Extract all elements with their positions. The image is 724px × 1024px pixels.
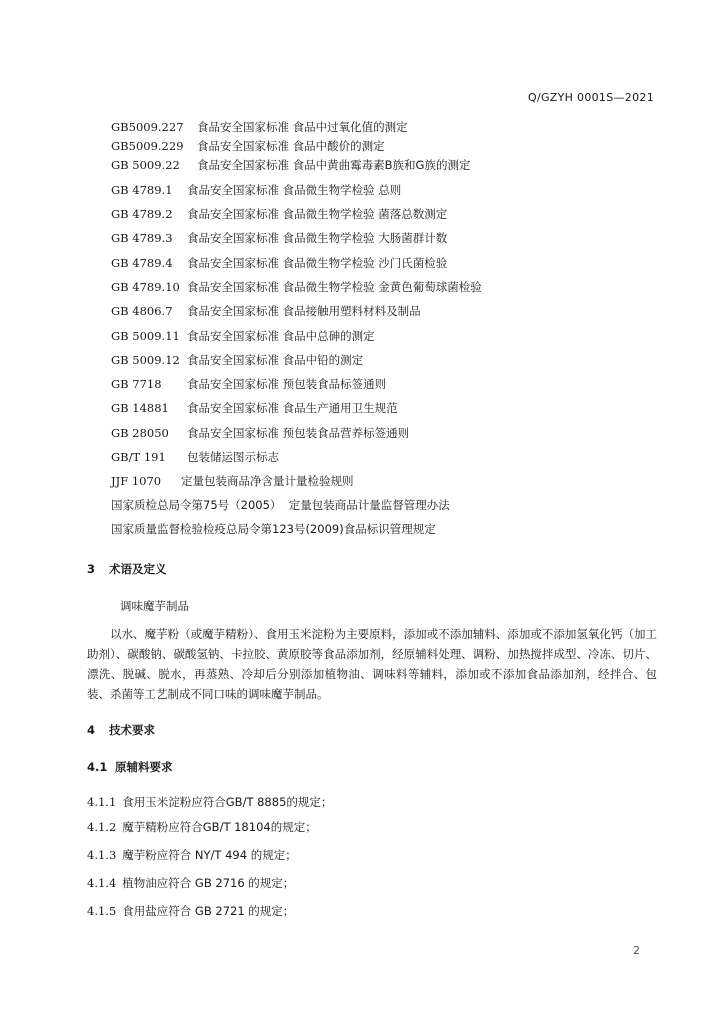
reference-title: 食品安全国家标准 食品接触用塑料材料及制品 (187, 304, 421, 318)
reference-title: 食品安全国家标准 预包装食品营养标签通则 (187, 426, 410, 440)
reference-code: GB5009.227 (111, 120, 184, 134)
reference-code: GB 28050 (111, 426, 169, 440)
reference-title: 食品安全国家标准 食品微生物学检验 沙门氏菌检验 (187, 256, 448, 270)
reference-item (111, 449, 279, 465)
reference-title: 食品安全国家标准 食品中总砷的测定 (187, 329, 375, 343)
reference-code: GB 4789.10 (111, 280, 180, 294)
reference-code: GB/T 191 (111, 450, 166, 464)
reference-code: GB 5009.22 (111, 158, 180, 172)
reference-item (111, 303, 421, 319)
reference-code: GB 5009.11 (111, 329, 180, 343)
reference-item (111, 138, 385, 154)
item-number: 4.1.5 (87, 904, 117, 918)
section-heading (87, 561, 167, 577)
reference-title: 食品安全国家标准 食品中黄曲霉毒素B族和G族的测定 (197, 158, 471, 172)
reference-code: GB 5009.12 (111, 353, 180, 367)
requirement-item (87, 875, 294, 891)
reference-code: JJF 1070 (111, 474, 162, 488)
item-number: 4.1.4 (87, 876, 117, 890)
reference-title: 食品安全国家标准 食品中过氧化值的测定 (197, 120, 408, 134)
reference-item (111, 497, 450, 513)
item-number: 4.1.1 (87, 795, 117, 809)
requirement-item (87, 903, 294, 919)
section-number: 4 (87, 723, 96, 737)
reference-code: GB 14881 (111, 401, 169, 415)
item-text: 魔芋精粉应符合GB/T 18104的规定； (122, 820, 317, 834)
reference-code: GB 4806.7 (111, 304, 173, 318)
subsection-heading (87, 759, 173, 775)
reference-item (111, 230, 447, 246)
page-number: 2 (633, 944, 640, 957)
reference-title: 食品安全国家标准 食品微生物学检验 总则 (187, 183, 402, 197)
reference-item (111, 279, 482, 295)
item-text: 魔芋粉应符合 NY/T 494 的规定； (122, 848, 297, 862)
requirement-item (87, 819, 317, 835)
reference-title: 食品安全国家标准 食品中铅的测定 (187, 353, 364, 367)
reference-code: 国家质量监督检验检疫总局令第123号(2009) (111, 522, 344, 536)
reference-item (111, 206, 447, 222)
reference-title: 食品标识管理规定 (343, 522, 436, 536)
reference-item (111, 255, 447, 271)
item-text: 食用玉米淀粉应符合GB/T 8885的规定； (122, 795, 333, 809)
reference-item (111, 119, 408, 135)
section-number: 3 (87, 562, 96, 576)
term-definition: 以水、魔芋粉（或魔芋精粉）、食用玉米淀粉为主要原料，添加或不添加辅料、添加或不添加氢氧化钙（加工助剂）、碳酸钠、碳酸氢钠、卡拉胶、黄原胶等食品添加剂，经原辅料处理、调粉、加热搅拌成型、冷冻、切片、漂洗、脱碱、脱水，再蒸熟、冷却后分别添加植物油、调味料等辅料，添加或不添加食品添加剂，经拌合、包装、杀菌等工艺制成不同口味的调味魔芋制品。 (87, 627, 657, 701)
subsection-number: 4.1 (87, 760, 108, 774)
reference-code: GB 4789.4 (111, 256, 173, 270)
item-text: 植物油应符合 GB 2716 的规定； (122, 876, 295, 890)
item-number: 4.1.3 (87, 848, 117, 862)
requirement-item (87, 794, 332, 810)
reference-title: 食品安全国家标准 食品微生物学检验 菌落总数测定 (187, 207, 448, 221)
reference-item (111, 521, 436, 537)
reference-code: GB 7718 (111, 377, 162, 391)
reference-item (111, 157, 470, 173)
section-title: 技术要求 (109, 723, 155, 737)
reference-item (111, 425, 409, 441)
item-number: 4.1.2 (87, 820, 117, 834)
reference-title: 食品安全国家标准 食品微生物学检验 金黄色葡萄球菌检验 (187, 280, 482, 294)
reference-title: 定量包装商品净含量计量检验规则 (181, 474, 354, 488)
reference-title: 定量包装商品计量监督管理办法 (288, 498, 450, 512)
reference-title: 食品安全国家标准 食品微生物学检验 大肠菌群计数 (187, 231, 448, 245)
requirement-item (87, 847, 297, 863)
reference-title: 包装储运图示标志 (187, 450, 279, 464)
section-title: 术语及定义 (109, 562, 167, 576)
subsection-title: 原辅料要求 (115, 760, 173, 774)
item-text: 食用盐应符合 GB 2721 的规定； (122, 904, 295, 918)
reference-title: 食品安全国家标准 食品生产通用卫生规范 (187, 401, 398, 415)
reference-code: 国家质检总局令第75号（2005） (111, 498, 282, 512)
reference-item (111, 400, 398, 416)
reference-title: 食品安全国家标准 预包装食品标签通则 (187, 377, 387, 391)
reference-item (111, 352, 363, 368)
section-heading (87, 722, 155, 738)
document-code: Q/GZYH 0001S—2021 (528, 91, 654, 104)
term-name: 调味魔芋制品 (120, 599, 189, 613)
reference-item (111, 182, 401, 198)
reference-title: 食品安全国家标准 食品中酸价的测定 (197, 139, 385, 153)
reference-item (111, 328, 375, 344)
reference-code: GB5009.229 (111, 139, 184, 153)
reference-code: GB 4789.3 (111, 231, 173, 245)
reference-code: GB 4789.1 (111, 183, 173, 197)
reference-item (111, 473, 354, 489)
reference-code: GB 4789.2 (111, 207, 173, 221)
reference-item (111, 376, 386, 392)
